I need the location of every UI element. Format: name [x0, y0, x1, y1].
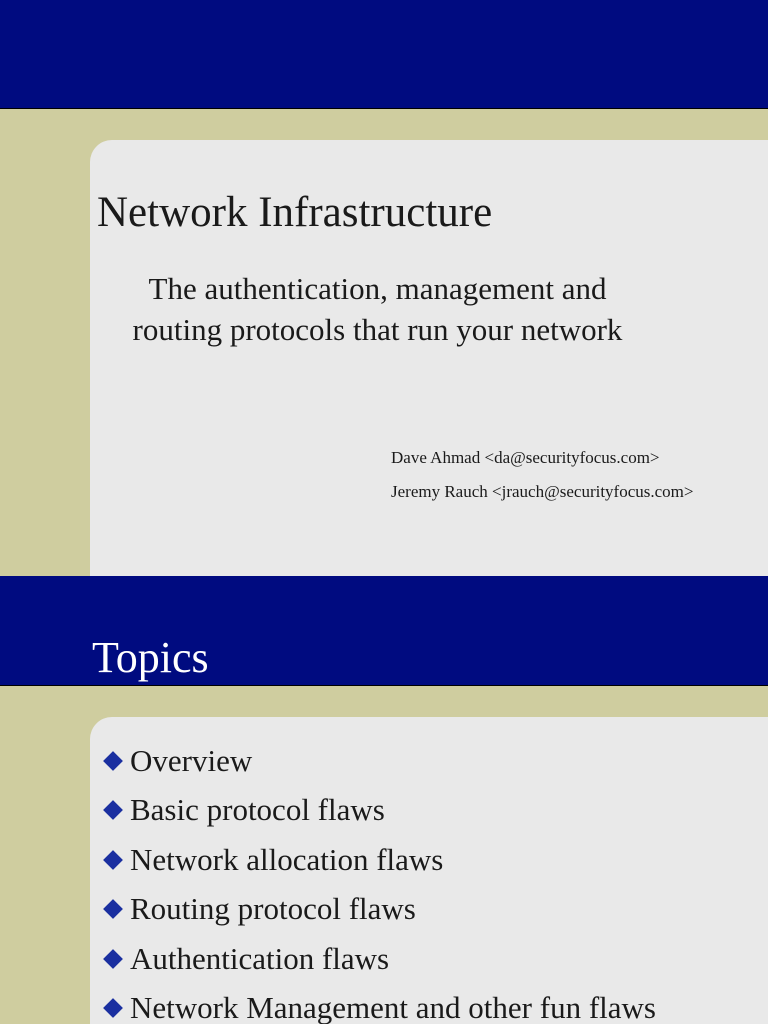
- diamond-bullet-icon: [103, 998, 123, 1018]
- list-item: [103, 792, 656, 841]
- header-band: [0, 0, 768, 109]
- diamond-bullet-icon: [103, 751, 123, 771]
- topics-list: [103, 743, 656, 1024]
- slide-title-text: Topics: [92, 633, 209, 682]
- diamond-bullet-icon: [103, 949, 123, 969]
- list-item: [103, 842, 656, 891]
- author-line: Jeremy Rauch <jrauch@securityfocus.com>: [391, 482, 694, 501]
- list-item-label: Network allocation flaws: [130, 841, 444, 877]
- list-item-label: Routing protocol flaws: [130, 891, 416, 927]
- list-item-label: Overview: [130, 743, 253, 778]
- slide-topics: [0, 576, 768, 1024]
- list-item-label: Network Management and other fun flaws: [130, 989, 656, 1024]
- list-item: [103, 990, 656, 1024]
- list-item-label: Basic protocol flaws: [130, 792, 385, 828]
- list-item: [103, 743, 656, 792]
- list-item-label: Authentication flaws: [130, 940, 390, 976]
- author-line: Dave Ahmad <da@securityfocus.com>: [391, 448, 660, 467]
- diamond-bullet-icon: [103, 899, 123, 919]
- list-item: [103, 941, 656, 990]
- diamond-bullet-icon: [103, 850, 123, 870]
- slide-title-text: Network Infrastructure: [97, 189, 493, 236]
- slide-subtitle: The authentication, management and routing protocols that run your network: [132, 271, 623, 347]
- diamond-bullet-icon: [103, 800, 123, 820]
- list-item: [103, 891, 656, 940]
